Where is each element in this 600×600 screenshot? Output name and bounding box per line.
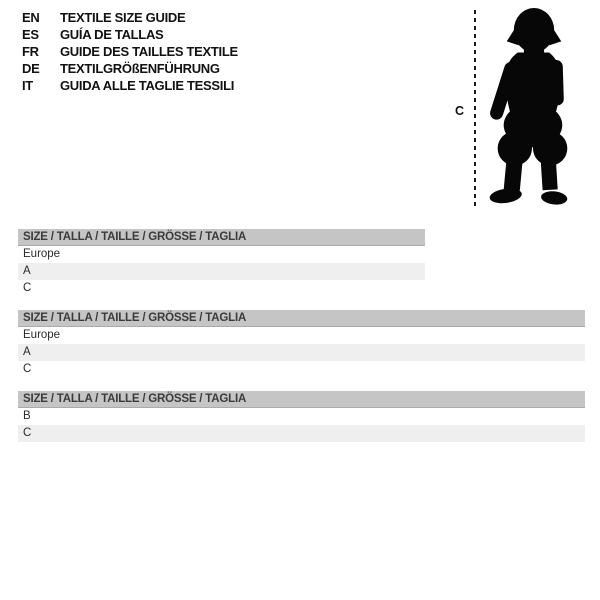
row-cell xyxy=(80,425,164,442)
language-code: EN xyxy=(22,10,40,25)
row-cell xyxy=(339,246,425,263)
row-cell xyxy=(253,263,339,280)
row-cell xyxy=(253,280,339,297)
row-cell xyxy=(181,344,282,361)
row-cells xyxy=(80,327,585,344)
row-label: C xyxy=(23,427,32,439)
row-cell xyxy=(333,425,417,442)
row-cell xyxy=(248,408,332,425)
row-cell xyxy=(383,361,484,378)
table-row xyxy=(18,425,585,442)
language-code: IT xyxy=(22,78,33,93)
row-cell xyxy=(484,327,585,344)
height-measure-line xyxy=(474,10,476,208)
size-section xyxy=(18,310,585,378)
language-label: TEXTILE SIZE GUIDE xyxy=(60,10,186,25)
row-cell xyxy=(166,263,252,280)
size-table-rows xyxy=(18,246,425,297)
size-table-header: SIZE / TALLA / TAILLE / GRÖSSE / TAGLIA xyxy=(18,229,425,246)
row-cell xyxy=(253,246,339,263)
row-cell xyxy=(166,280,252,297)
row-cells xyxy=(80,280,425,297)
row-cell xyxy=(164,425,248,442)
language-label: TEXTILGRÖßENFÜHRUNG xyxy=(60,61,220,76)
row-label: B xyxy=(23,410,31,422)
table-row xyxy=(18,361,585,378)
language-code: FR xyxy=(22,44,39,59)
row-cell xyxy=(181,327,282,344)
row-label: C xyxy=(23,282,32,294)
language-row xyxy=(22,77,238,94)
size-table-rows xyxy=(18,408,585,442)
language-label: GUIDA ALLE TAGLIE TESSILI xyxy=(60,78,235,93)
table-row xyxy=(18,263,425,280)
row-cell xyxy=(339,263,425,280)
row-cell xyxy=(164,408,248,425)
size-guide-content xyxy=(18,218,585,455)
language-label: GUÍA DE TALLAS xyxy=(60,27,164,42)
language-row xyxy=(22,26,238,43)
table-row xyxy=(18,327,585,344)
height-figure xyxy=(450,4,596,216)
row-cell xyxy=(80,246,166,263)
row-cell xyxy=(80,344,181,361)
row-cell xyxy=(282,327,383,344)
row-cells xyxy=(80,408,585,425)
row-cells xyxy=(80,425,585,442)
row-cell xyxy=(501,425,585,442)
language-label: GUIDE DES TAILLES TEXTILE xyxy=(60,44,238,59)
row-cell xyxy=(333,408,417,425)
size-table xyxy=(18,229,425,297)
baby-silhouette-icon xyxy=(484,6,586,208)
row-cell xyxy=(80,280,166,297)
row-cells xyxy=(80,246,425,263)
table-row xyxy=(18,408,585,425)
row-cell xyxy=(484,361,585,378)
size-section xyxy=(18,229,585,297)
row-label: A xyxy=(23,265,31,277)
row-label: C xyxy=(23,363,32,375)
row-cell xyxy=(417,408,501,425)
row-cells xyxy=(80,344,585,361)
row-cell xyxy=(282,361,383,378)
row-cells xyxy=(80,361,585,378)
row-cell xyxy=(181,361,282,378)
row-cell xyxy=(80,361,181,378)
size-table xyxy=(18,391,585,442)
language-code: ES xyxy=(22,27,39,42)
row-cell xyxy=(282,344,383,361)
row-cell xyxy=(417,425,501,442)
row-label: Europe xyxy=(23,329,61,341)
row-label: A xyxy=(23,346,31,358)
size-table-rows xyxy=(18,327,585,378)
row-label: Europe xyxy=(23,248,61,260)
row-cell xyxy=(501,408,585,425)
row-cell xyxy=(383,327,484,344)
language-code: DE xyxy=(22,61,40,76)
table-row xyxy=(18,344,585,361)
row-cell xyxy=(339,280,425,297)
table-row xyxy=(18,280,425,297)
row-cell xyxy=(80,327,181,344)
height-measure-label: C xyxy=(455,104,465,118)
language-row xyxy=(22,9,238,26)
row-cell xyxy=(80,408,164,425)
size-table-header: SIZE / TALLA / TAILLE / GRÖSSE / TAGLIA xyxy=(18,391,585,408)
row-cell xyxy=(484,344,585,361)
language-row xyxy=(22,60,238,77)
row-cell xyxy=(166,246,252,263)
table-row xyxy=(18,246,425,263)
language-row xyxy=(22,43,238,60)
row-cell xyxy=(80,263,166,280)
row-cell xyxy=(383,344,484,361)
size-table xyxy=(18,310,585,378)
row-cells xyxy=(80,263,425,280)
language-list xyxy=(22,9,238,94)
row-cell xyxy=(248,425,332,442)
size-table-header: SIZE / TALLA / TAILLE / GRÖSSE / TAGLIA xyxy=(18,310,585,327)
size-section xyxy=(18,391,585,442)
